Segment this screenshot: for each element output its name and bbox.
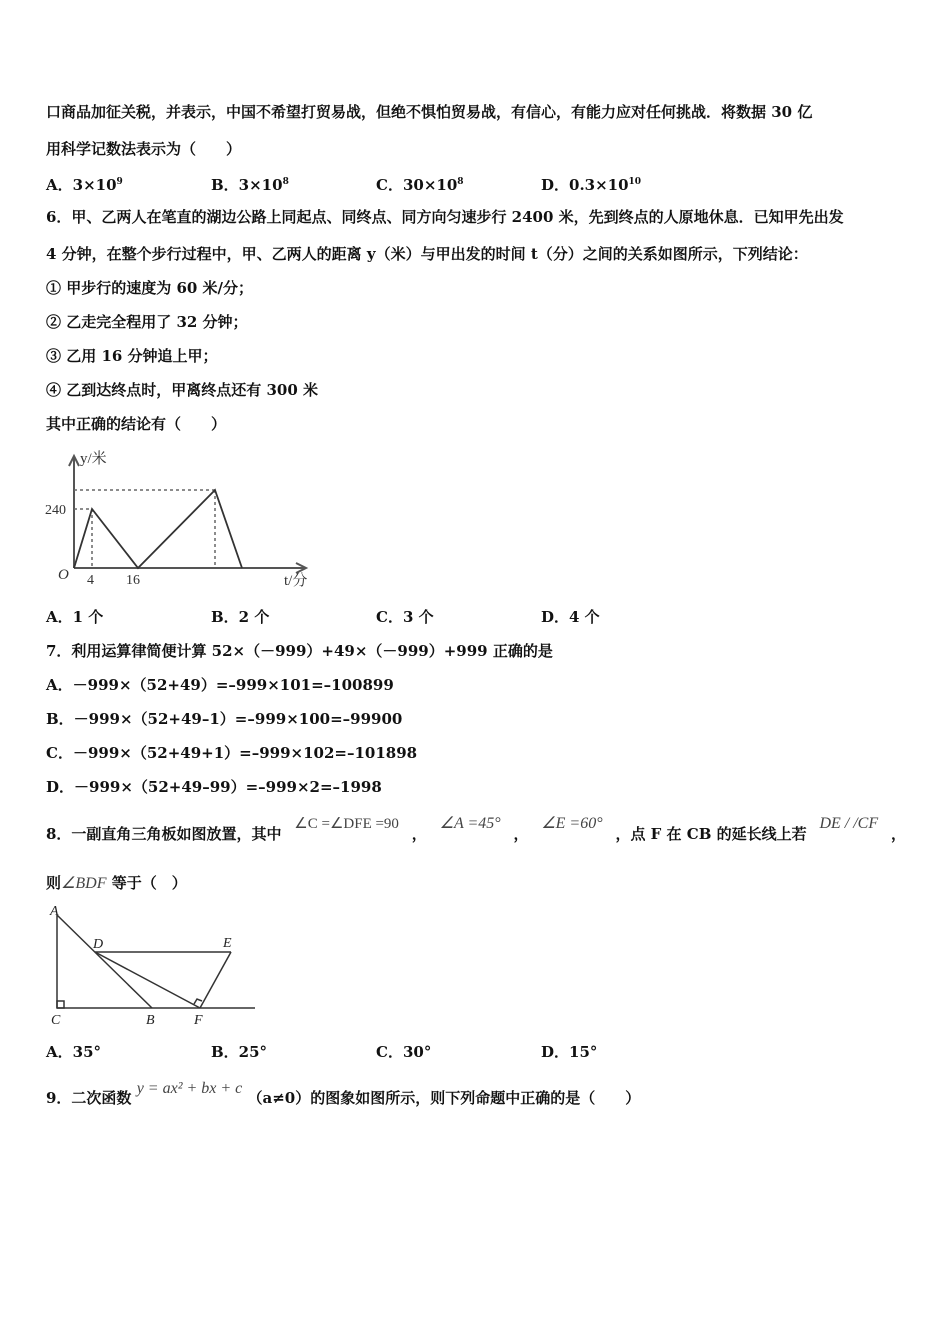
q8-text: 8．一副直角三角板如图放置，其中 [46, 825, 282, 843]
q8-option-c: C．30° [376, 1043, 432, 1061]
q8-math-angle-e: ∠E =60° [541, 815, 603, 832]
label-b: B [146, 1013, 155, 1028]
q8-text-line1 [46, 815, 906, 844]
q6-statement-1: ① 甲步行的速度为 60 米/分； [46, 279, 254, 297]
q8-text-line2 [46, 873, 187, 894]
q8-sep: ， [513, 825, 529, 843]
q5-text-line1: 口商品加征关税，并表示，中国不希望打贸易战，但绝不惧怕贸易战，有信心，有能力应对任何挑战．将数据 30 亿 [46, 103, 813, 121]
q5-option-d: D．$0.3\times 10^{10}$ [541, 176, 642, 194]
q8-math-parallel: DE / /CF [819, 815, 879, 832]
q5-option-c: C．$30\times 10^8$ [376, 176, 464, 194]
label-e: E [223, 936, 232, 951]
graph-y-label: y/米 [80, 451, 107, 467]
q6-option-c: C．3 个 [376, 608, 434, 626]
q5-text-line2: 用科学记数法表示为（ ） [46, 140, 242, 158]
graph-x-tick-16: 16 [126, 573, 140, 588]
q8-math-angle-bdf: ∠BDF [61, 875, 107, 892]
graph-x-label: t/分 [284, 573, 308, 589]
q7-title: 7．利用运算律简便计算 52×（－999）+49×（－999）+999 正确的是 [46, 642, 553, 660]
q9-formula: y = ax² + bx + c [136, 1080, 243, 1097]
q6-prompt: 其中正确的结论有（ ） [46, 415, 227, 433]
graph-origin: O [58, 567, 69, 583]
q9-text [46, 1080, 641, 1109]
q6-statement-2: ② 乙走完全程用了 32 分钟； [46, 313, 248, 331]
q7-option-b: B．－999×（52+49–1）=–999×100=–99900 [46, 710, 403, 728]
q6-option-b: B．2 个 [211, 608, 270, 626]
q8-text: ，点 F 在 CB 的延长线上若 [615, 825, 807, 843]
q7-option-d: D．－999×（52+49–99）=–999×2=–1998 [46, 778, 382, 796]
q8-math-angles-c-dfe: ∠C =∠DFE =90 [294, 816, 399, 832]
q6-text-line2: 4 分钟，在整个步行过程中，甲、乙两人的距离 y（米）与甲出发的时间 t（分）之间的关系如图所示，下列结论： [46, 245, 808, 263]
q6-text-line1: 6．甲、乙两人在笔直的湖边公路上同起点、同终点、同方向匀速步行 2400 米，先到终点的人原地休息．已知甲先出发 [46, 208, 844, 226]
q8-triangle-figure [40, 900, 270, 1030]
q8-sep: ， [411, 825, 427, 843]
q6-distance-time-graph [40, 440, 340, 600]
q8-math-angle-a: ∠A =45° [439, 815, 501, 832]
graph-y-tick: 240 [45, 503, 66, 518]
label-c: C [51, 1013, 61, 1028]
q6-option-d: D．4 个 [541, 608, 600, 626]
label-d: D [93, 937, 104, 952]
q8-option-a: A．35° [46, 1043, 102, 1061]
label-f: F [194, 1013, 203, 1028]
q9-text-part2: （a≠0）的图象如图所示，则下列命题中正确的是（ ） [247, 1089, 641, 1107]
q5-option-a: A．$3\times 10^9$ [46, 176, 123, 194]
q6-statement-3: ③ 乙用 16 分钟追上甲； [46, 347, 218, 365]
q6-statement-4: ④ 乙到达终点时，甲离终点还有 300 米 [46, 381, 318, 399]
q5-option-b: B．$3\times 10^8$ [211, 176, 289, 194]
q7-option-a: A．－999×（52+49）=–999×101=–100899 [46, 676, 394, 694]
q6-option-a: A．1 个 [46, 608, 104, 626]
label-a: A [50, 904, 59, 919]
q8-option-d: D．15° [541, 1043, 598, 1061]
q9-text-part1: 9．二次函数 [46, 1089, 132, 1107]
q8-text: 则 [46, 874, 62, 892]
q7-option-c: C．－999×（52+49+1）=–999×102=–101898 [46, 744, 418, 762]
graph-x-tick-4: 4 [87, 573, 94, 588]
q8-text: 等于（ ） [111, 874, 187, 892]
q8-sep: ， [890, 825, 906, 843]
q8-option-b: B．25° [211, 1043, 268, 1061]
